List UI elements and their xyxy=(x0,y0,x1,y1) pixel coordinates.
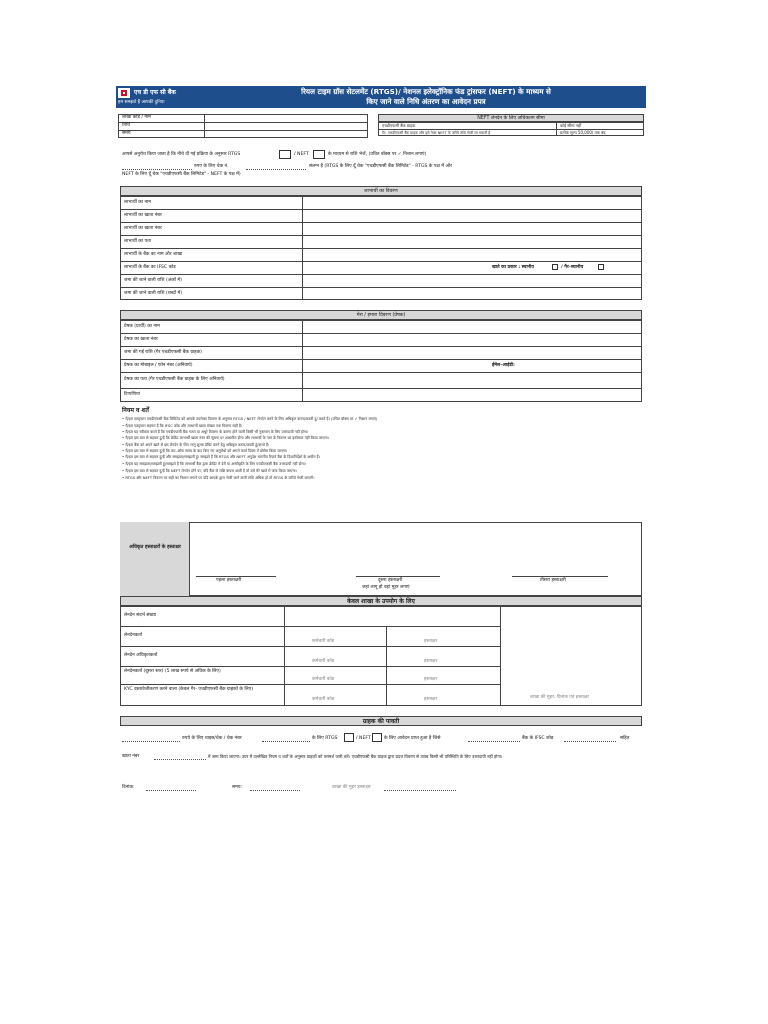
receipt-line1e: बैंक के IFSC कोड xyxy=(522,736,554,741)
neft-checkbox[interactable] xyxy=(313,150,325,159)
date-label: तिथि xyxy=(122,123,130,128)
emp-code-hint-2: कर्मचारी कोड xyxy=(312,659,335,664)
applicant-name-field[interactable] xyxy=(303,321,641,332)
branch-code-label: शाखा कोड / नाम xyxy=(122,115,151,120)
terms-item: • मैं/हम इस बात से सहमत हूं/हैं कि NEFT लेनदेन होने पर, यदि बैंक से राशि वापस आती है तो उसे मेरे खाते में जमा किया जाएगा। xyxy=(122,469,297,473)
terms-item: • मैं/हम एतद्द्वारा सहमत हैं कि IFSC कोड और लाभार्थी खाता संख्या एक विवरण सही है। xyxy=(122,424,243,428)
txn-ref-label: लेनदेन संदर्भ संख्या xyxy=(124,613,156,618)
applicant-account-field[interactable] xyxy=(303,334,641,345)
beneficiary-bank-label: लाभार्थी के बैंक का नाम और शाखा xyxy=(124,252,183,257)
first-signature-area[interactable] xyxy=(196,528,276,574)
email-label: ईमेल–आईडी: xyxy=(492,363,515,368)
beneficiary-account-field[interactable] xyxy=(303,210,641,221)
email-field[interactable] xyxy=(526,360,641,371)
beneficiary-account-confirm-field[interactable] xyxy=(303,223,641,234)
kyc-label: KYC दस्तावेजीकरण करने वाला (केवल गैर- एचडीएफसी बैंक ग्राहकों के लिए) xyxy=(124,687,253,692)
terms-item: • मैं/हम इस बात से सहमत हूं/हैं कि क्रेडिट लाभार्थी खाता नंबर की सूचना पर आधारित होगा और लाभार्थी के नाम के विवरण का इस्तेमाल नहीं किया जाएगा। xyxy=(122,436,329,440)
account-type-label-2: / गैर–स्थानीय xyxy=(561,265,584,270)
applicant-name-label: प्रेषक (प्रार्थी) का नाम xyxy=(124,324,160,329)
second-signatory-label: दूसरा हस्ताक्षरी xyxy=(378,578,403,583)
receipt-stamp-label: शाखा की मुहर हस्ताक्षर xyxy=(332,785,371,790)
amount-words-label: जमा की जाने वाली राशि (शब्दों में) xyxy=(124,291,183,296)
terms-item: • RTGS और NEFT विवरण पर सही का निशान लगाने पर यदि आपके द्वारा भेजी जाने वाली राशि अधिक हो तो RTGS के जरिये भेजी जाएगी। xyxy=(122,476,315,480)
request-line1b: / NEFT xyxy=(294,152,309,157)
request-line1c: के माध्यम से राशि भेजें, (उचित बॉक्स पर ✓ निशान लगाएं) xyxy=(328,152,427,157)
receipt-line1f: सहित xyxy=(620,736,630,741)
form-title-line2: किए जाने वाले निधि अंतरण का आवेदन प्रपत्र xyxy=(366,97,486,106)
non-local-account-checkbox[interactable] xyxy=(598,264,604,270)
time-label: समय xyxy=(122,131,131,136)
date-field[interactable] xyxy=(205,123,367,129)
beneficiary-ifsc-field[interactable] xyxy=(303,262,483,273)
limit-row2-label: गैर- एचडीएफसी बैंक ग्राहक और इसे नेफ्ट NEFT के जरिये राशि भेजी जा सकती है xyxy=(382,131,491,135)
time-field[interactable] xyxy=(205,131,367,137)
first-signatory-label: पहला हस्ताक्षरी xyxy=(216,578,242,583)
beneficiary-account-confirm-label: लाभार्थी का खाता नंबर xyxy=(124,226,162,231)
beneficiary-bank-field[interactable] xyxy=(303,249,641,260)
form-title xyxy=(216,87,636,107)
branch-use-heading: केवल शाखा के उपयोग के लिए xyxy=(120,596,642,606)
beneficiary-address-label: लाभार्थी का पता xyxy=(124,239,151,244)
receipt-line1a: रुपये के लिए चाइस/चेक / चेक नंबर xyxy=(182,736,242,741)
request-line2b: संलग्न है (RTGS के लिए दूँ चेक "एचडीएफसी बैंक लिमिटेड" - RTGS के पक्ष में और xyxy=(309,164,453,169)
bank-logo-icon xyxy=(118,88,130,98)
applicant-heading: मेरा / हमारा विवरण (प्रेषक) xyxy=(120,310,642,320)
applicant-address-label: प्रेषक का पता (गैर एचडीएफसी बैंक ग्राहक के लिए अनिवार्य) xyxy=(124,377,225,382)
local-account-checkbox[interactable] xyxy=(552,264,558,270)
receipt-line2a: खाता नंबर xyxy=(122,754,140,759)
emp-code-hint-1: कर्मचारी कोड xyxy=(312,639,335,644)
branch-code-field[interactable] xyxy=(205,115,367,121)
beneficiary-account-label: लाभार्थी का खाता नंबर xyxy=(124,213,162,218)
emp-code-hint-4: कर्मचारी कोड xyxy=(312,697,335,702)
emp-code-hint-3: कर्मचारी कोड xyxy=(312,677,335,682)
receipt-line1b: के लिए RTGS xyxy=(312,736,338,741)
signature-box-label: अधिकृत हस्ताक्षरों के हस्ताक्षर xyxy=(129,545,181,550)
beneficiary-address-field[interactable] xyxy=(303,236,641,247)
receipt-heading: ग्राहक की पावती xyxy=(120,716,642,726)
form-header xyxy=(116,86,646,108)
branch-stamp-hint: शाखा की मुहर, दिनांक एवं हस्ताक्षर xyxy=(530,695,590,700)
beneficiary-name-label: लाभार्थी का नाम xyxy=(124,200,151,205)
form-title-line1: रियल टाइम ग्रॉस सेटलमेंट (RTGS)/ नेशनल इलेक्ट्रॉनिक फंड ट्रांसफर (NEFT) के माध्यम से xyxy=(301,87,551,96)
sign-hint-3: हस्ताक्षर xyxy=(424,677,438,682)
remarks-field[interactable] xyxy=(303,389,641,401)
applicant-account-label: प्रेषक का खाता नंबर xyxy=(124,337,158,342)
receipt-date-label: दिनांक: xyxy=(122,785,135,790)
neft-limit-heading: NEFT लेनदेन के लिए अधिकतम सीमा xyxy=(378,114,644,122)
third-signature-area[interactable] xyxy=(512,528,608,574)
terms-item: • मैं/हम इस बात से सहमत हूं/हैं और समझता/समझती हूं/ समझते हैं कि RTGS और NEFT अनुदेश भारतीय रिज़र्व बैंक के दिशानिर्देशों के अधीन हैं। xyxy=(122,455,321,459)
rtgs-checkbox[interactable] xyxy=(279,150,291,159)
limit-row1-value: कोई सीमा नहीं xyxy=(560,123,582,128)
receipt-rtgs-checkbox[interactable] xyxy=(344,733,354,742)
sign-hint-2: हस्ताक्षर xyxy=(424,659,438,664)
receipt-line1c: / NEFT xyxy=(356,736,371,741)
account-type-label: खाते का प्रकार : स्थानीय xyxy=(492,265,534,270)
terms-item: • मैं/हम यह समझता/समझती हूं/समझते हैं कि लाभार्थी बैंक द्वारा क्रेडिट में देरी या अस्वीकृति के लिए एचडीएफसी बैंक उत्तरदायी नहीं होगा। xyxy=(122,462,306,466)
applicant-address-field[interactable] xyxy=(303,373,641,387)
second-signatory-note: जहां लागू हो वहां मुहर लगाएं xyxy=(362,585,410,590)
request-line2a: रुपए के लिए चेक नं. xyxy=(194,164,229,169)
beneficiary-ifsc-label: लाभार्थी के बैंक का IFSC कोड xyxy=(124,265,176,270)
txn-second-level-label: लेनदेनकर्ता (दूसरा स्तर) (5 लाख रुपये से अधिक के लिए) xyxy=(124,669,221,674)
receipt-line2b: में जमा किया जाएगा। उपर में उल्लेखित नियम व शर्तों के अनुसार ग्राहकों को परामर्श जारी करें। एचडीएफसी बैंक ग्राहक द्वारा प्रदत्त विवरण से उत्पन्न किसी भी परिस्थिति के लिए उत्तरदायी नहीं होगा। xyxy=(208,754,503,759)
third-signatory-label: तीसरा हस्ताक्षरी xyxy=(540,578,566,583)
sign-hint-4: हस्ताक्षर xyxy=(424,697,438,702)
signature-label-cell xyxy=(120,522,190,596)
limit-row2-value: प्रत्येक मूल्य 50,000/ तक बंद xyxy=(560,130,606,135)
applicant-mobile-label: प्रेषक का मोबाइल / फोन नंबर (अनिवार्य) xyxy=(124,363,193,368)
beneficiary-heading: लाभार्थी का विवरण xyxy=(120,186,642,196)
second-signature-area[interactable] xyxy=(356,528,440,574)
txn-authorizer-label: लेनदेन अधिकृतकर्ता xyxy=(124,653,158,658)
amount-figures-label: जमा की जाने वाली राशि (अंकों में) xyxy=(124,278,182,283)
request-line1a: आपसे अनुरोध किया जाता है कि नीचे दी गई प्रक्रिया के अनुसार RTGS xyxy=(122,152,241,157)
terms-item: • मैं/हम एतद्द्वारा एचडीएफसी बैंक लिमिटेड को आपके उपरोक्त विवरण के अनुसार RTGS / NEFT लेनदेन करने के लिए अधिकृत करता/करती हूं/ करते हैं। (उचित बॉक्स पर ✓ निशान लगाएं) xyxy=(122,417,378,421)
terms-item: • मैं/हम यह स्वीकार करते हैं कि एचडीएफसी बैंक गलत या अधूरे विवरण के कारण होने वाली किसी भी नुकसान के लिए उत्तरदायी नहीं होगा। xyxy=(122,430,309,434)
sign-hint-1: हस्ताक्षर xyxy=(424,639,438,644)
applicant-mobile-field[interactable] xyxy=(303,360,483,371)
deposited-amount-label: जमा की गई राशि (गैर एचडीएफसी बैंक ग्राहक) xyxy=(124,350,202,355)
terms-item: • मैं/हम बैंक को अपने खाते से इस लेनदेन के लिए लागू शुल्क डेबिट करने हेतु अधिकृत करता/करती हूं/करते हैं। xyxy=(122,443,270,447)
remarks-label: टिप्पणियां xyxy=(124,392,140,397)
receipt-neft-checkbox[interactable] xyxy=(372,733,382,742)
beneficiary-name-field[interactable] xyxy=(303,197,641,208)
request-line3: NEFT के लिए दूँ चेक "एचडीएफसी बैंक लिमिटेड" - NEFT के पक्ष में) xyxy=(122,172,241,177)
deposited-amount-field[interactable] xyxy=(303,347,641,358)
limit-row1-label: एचडीएफसी बैंक ग्राहक xyxy=(382,123,416,128)
receipt-time-label: समय: xyxy=(232,785,243,790)
txn-maker-label: लेनदेनकर्ता xyxy=(124,633,142,638)
bank-name: एच डी एफ सी बैंक xyxy=(134,89,176,96)
rtgs-neft-form xyxy=(116,86,646,792)
terms-heading: नियम व शर्तें xyxy=(122,407,149,414)
receipt-line1d: के लिए आवेदन प्राप्त हुआ है जिसे xyxy=(384,736,441,741)
bank-tagline: हम समझते हैं आपकी दुनिया xyxy=(118,100,165,105)
terms-item: • मैं/हम इस बात से सहमत हूं/हैं कि कट–ऑफ समय के बाद किए गए अनुरोधों को अगले कार्य दिवस में प्रोसेस किया जाएगा। xyxy=(122,449,288,453)
